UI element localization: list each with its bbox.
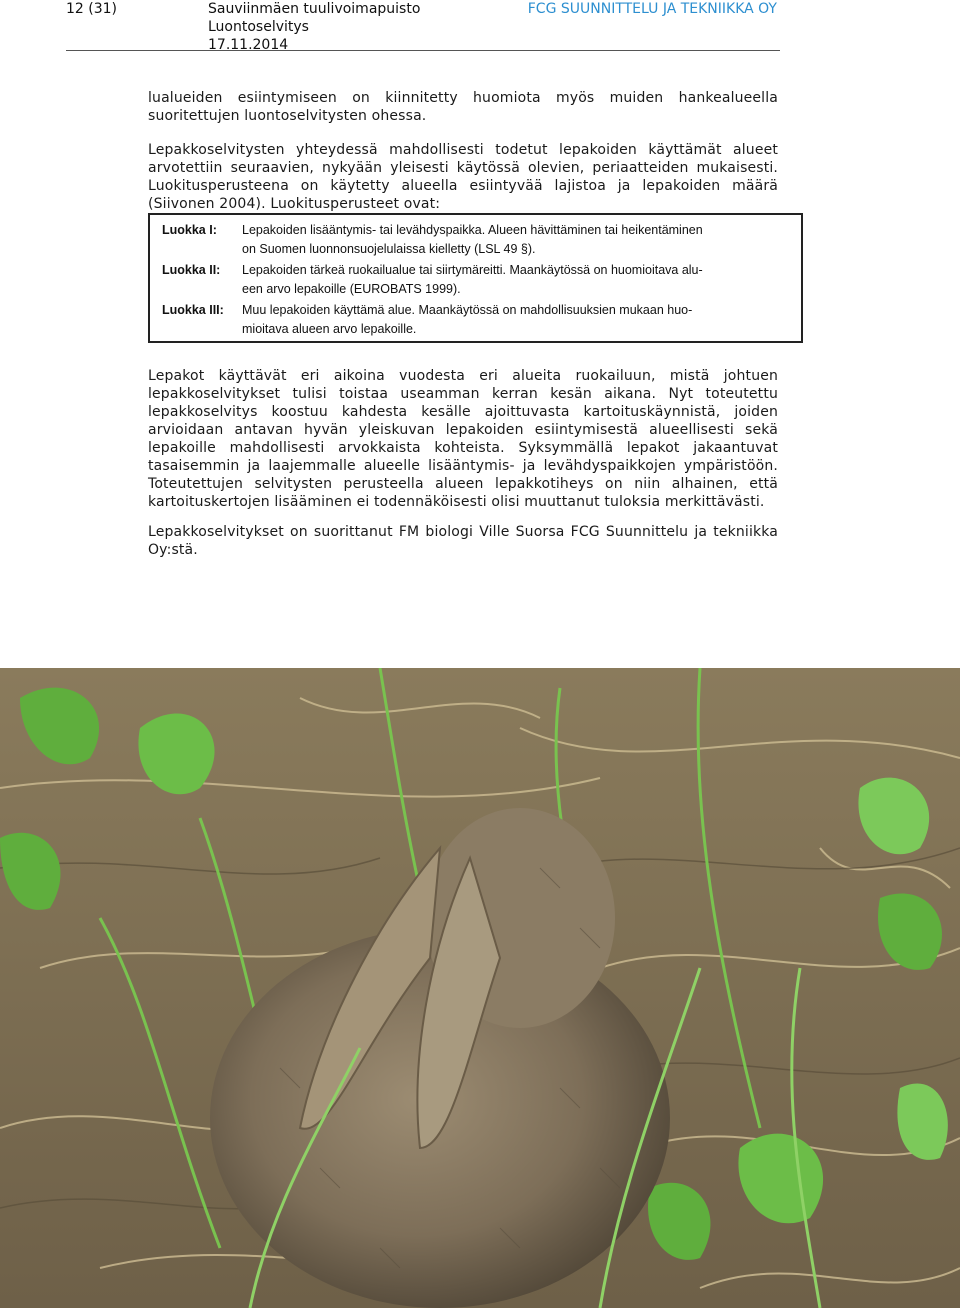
hare-photo [0,668,960,1308]
paragraph-classification: Lepakkoselvitysten yhteydessä mahdollisesti todetut lepakoiden käyttämät alueet arvotettiin seuraavien, nykyään yleisesti käytössä olevien, periaatteiden mukaisesti. Luokitusperusteena on käytetty alueella esiintyvää lajistoa ja lepakoiden määrä (Siivonen 2004). Luokitusperusteet ovat: [148,142,778,212]
class-description [242,221,762,259]
company-name: FCG SUUNNITTELU JA TEKNIIKKA OY [527,1,777,17]
classification-box [148,213,803,343]
report-name: Luontoselvitys [208,19,309,35]
paragraph-survey: Lepakot käyttävät eri aikoina vuodesta eri alueita ruokailuun, mistä johtuen lepakkoselvitykset tulisi toistaa useamman kerran kesän aikana. Nyt toteutettu lepakkoselvitys koostuu kahdesta kesälle ajoittuvasta kartoituskäynnistä, joiden arvioidaan antavan hyvän yleiskuvan lepakoiden esiintymisestä alueellisesti sekä lepakoille mahdollisesti arvokkaista kohteista. Syksymmällä lepakot jakaantuvat tasaisemmin ja laajemmalle alueelle lisääntymis- ja levähdyspaikkojen ympäristöön. Toteutettujen selvitysten perusteella alueen lepakkotiheys on niin alhainen, että kartoituskertojen lisääminen ei todennäköisesti olisi muuttanut tuloksia merkittävästi. [148,368,778,510]
class-label: Luokka II: [162,263,221,277]
report-date: 17.11.2014 [208,37,289,53]
class-label: Luokka III: [162,303,224,317]
class-description [242,301,762,339]
paragraph-intro: lualueiden esiintymiseen on kiinnitetty huomiota myös muiden hankealueella suoritettujen luontoselvitysten ohessa. [148,90,778,124]
class-label: Luokka I: [162,223,217,237]
paragraph-author: Lepakkoselvitykset on suorittanut FM biologi Ville Suorsa FCG Suunnittelu ja tekniikka Oy:stä. [148,524,778,558]
header-project-block [208,0,420,54]
project-name: Sauviinmäen tuulivoimapuisto [208,1,421,17]
class-description-line: mioitava alueen arvo lepakoille. [242,322,417,336]
class-description-line: Lepakoiden lisääntymis- tai levähdyspaikka. Alueen hävittäminen tai heikentäminen [242,223,703,237]
class-description [242,261,762,299]
class-description-line: Lepakoiden tärkeä ruokailualue tai siirtymäreitti. Maankäytössä on huomioitava alu- [242,263,703,277]
header-divider [66,50,780,51]
class-description-line: on Suomen luonnonsuojelulaissa kielletty (LSL 49 §). [242,242,536,256]
class-description-line: Muu lepakoiden käyttämä alue. Maankäytössä on mahdollisuuksien mukaan huo- [242,303,693,317]
page-number: 12 (31) [66,1,118,17]
class-description-line: een arvo lepakoille (EUROBATS 1999). [242,282,461,296]
